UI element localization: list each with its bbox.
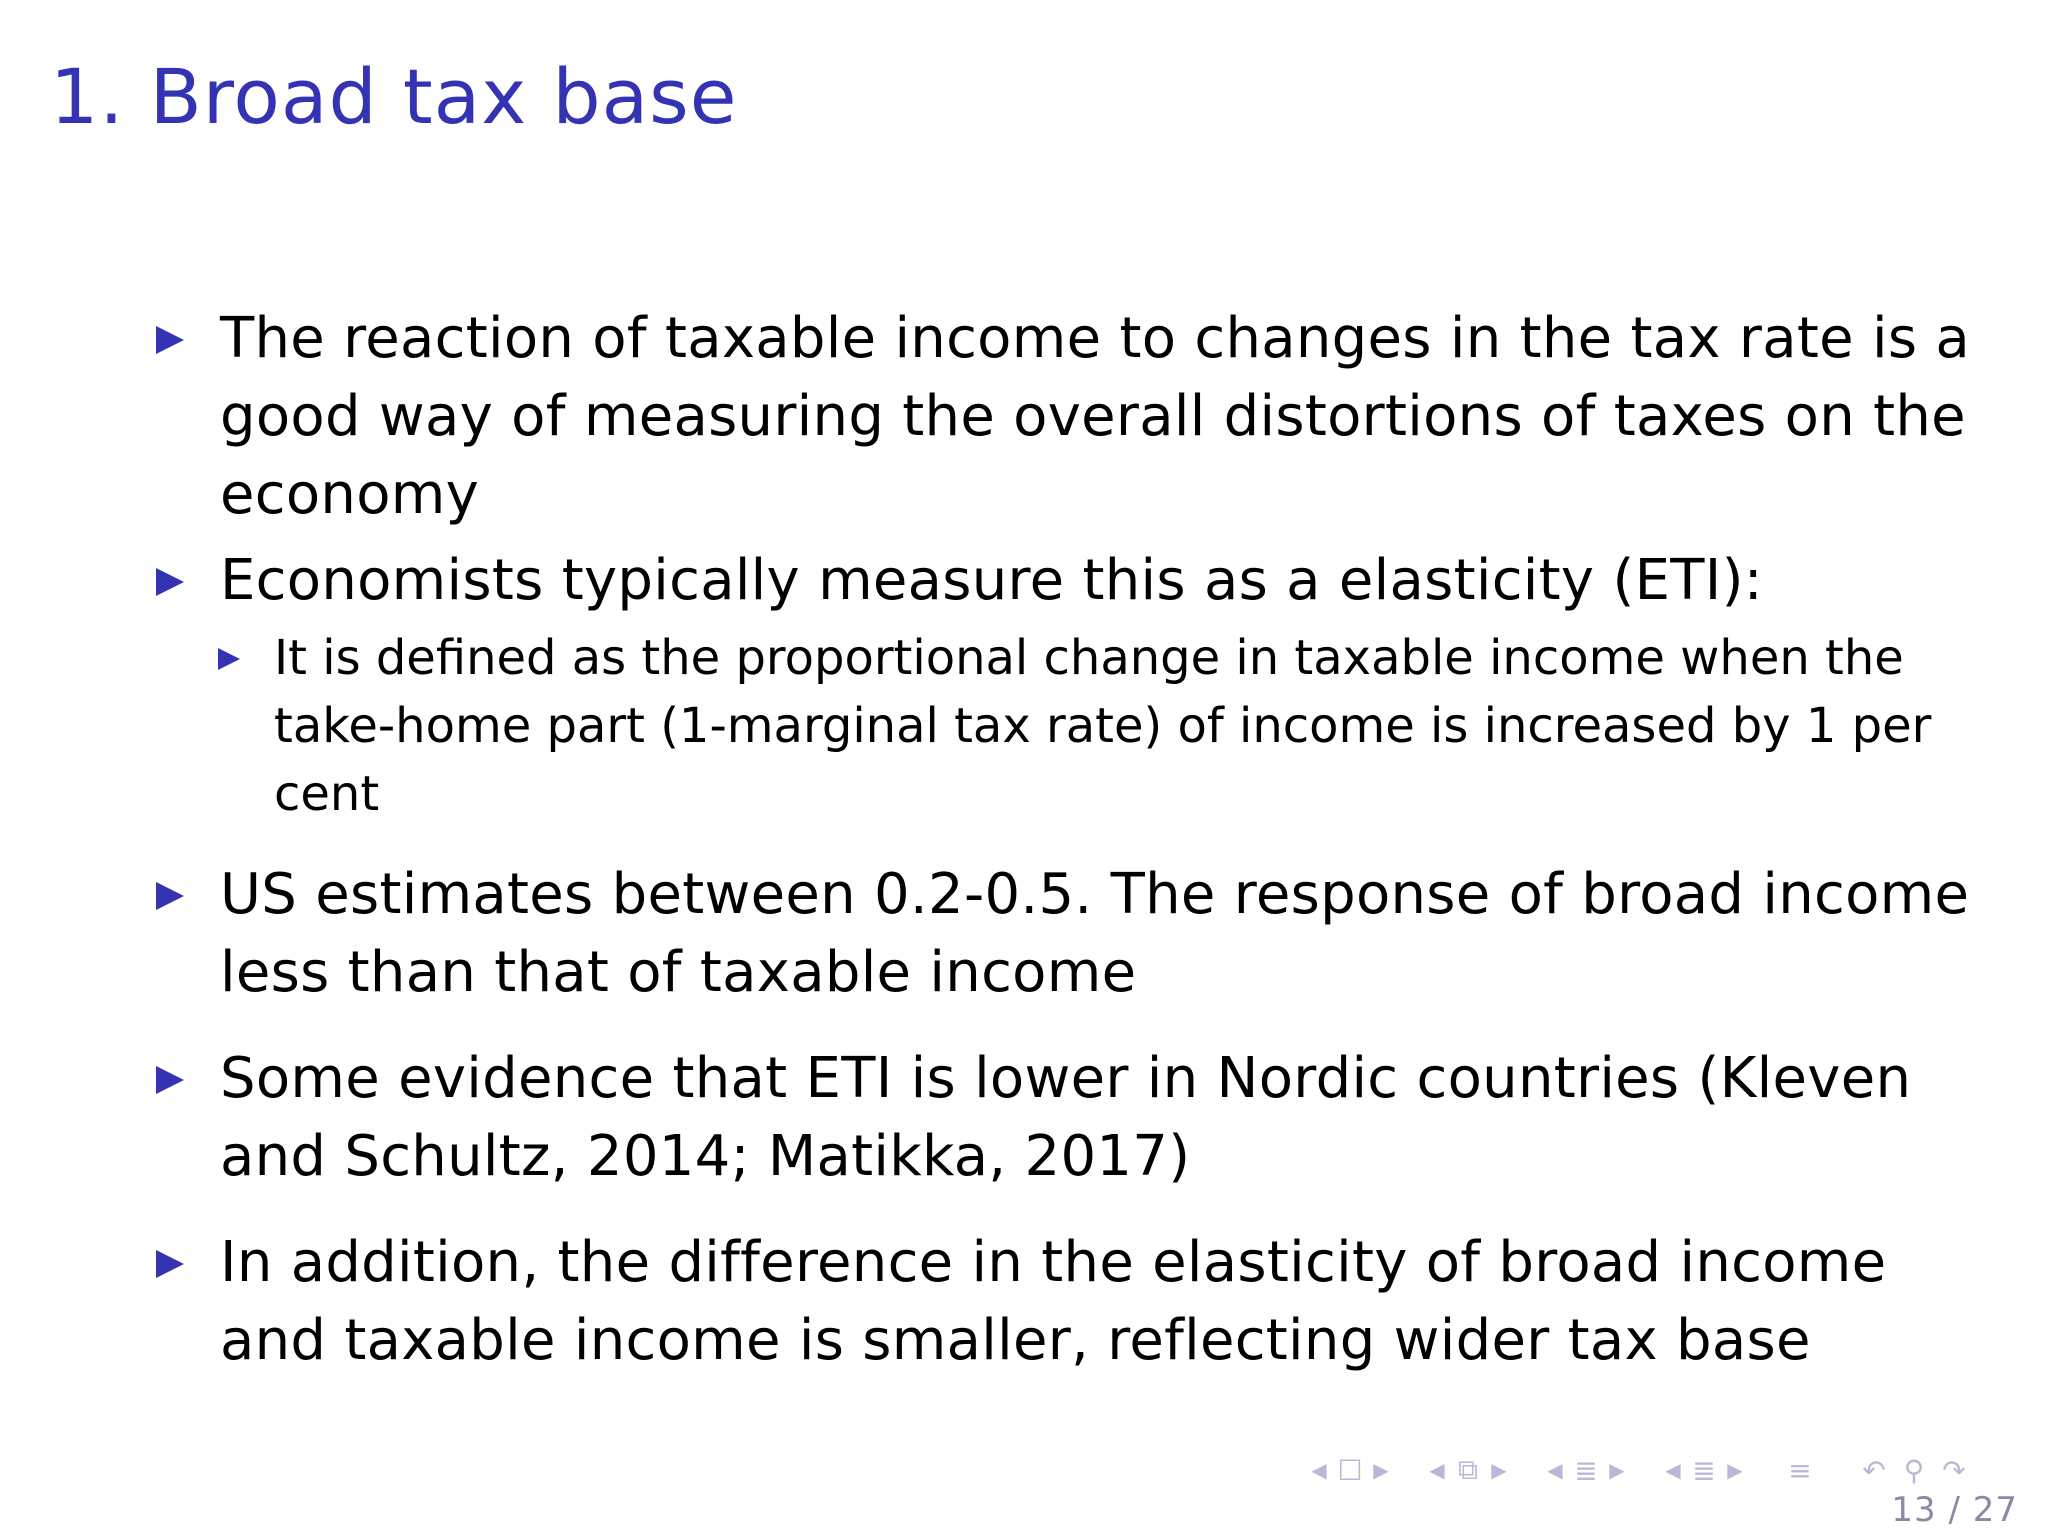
triangle-bullet-icon <box>156 568 184 596</box>
back-icon[interactable]: ↶ <box>1862 1453 1886 1487</box>
bullet-list <box>152 300 1972 1380</box>
section-next-icon[interactable]: ▶ <box>1609 1458 1625 1482</box>
sub-list-item <box>218 624 1972 828</box>
triangle-bullet-icon <box>156 326 184 354</box>
subsection-icon[interactable]: ⧉ <box>1458 1453 1478 1486</box>
triangle-bullet-icon <box>218 648 240 670</box>
section-prev-icon[interactable]: ◀ <box>1547 1458 1563 1482</box>
frame-next-icon[interactable]: ▶ <box>1373 1458 1389 1482</box>
subsection-next-icon[interactable]: ▶ <box>1491 1458 1507 1482</box>
bullet-text: US estimates between 0.2-0.5. The response of broad income less than that of taxable income <box>220 862 1970 1005</box>
appendix-icon[interactable]: ≡ <box>1788 1453 1812 1487</box>
bullet-text: In addition, the difference in the elasticity of broad income and taxable income is smaller, reflecting wider tax base <box>220 1230 1887 1373</box>
list-item <box>152 542 1972 620</box>
frame-icon[interactable]: ☐ <box>1337 1453 1363 1487</box>
search-icon[interactable]: ⚲ <box>1903 1453 1925 1487</box>
list-item <box>152 300 1972 534</box>
bullet-text: Some evidence that ETI is lower in Nordic countries (Kleven and Schultz, 2014; Matikka, 2017) <box>220 1046 1912 1189</box>
page-number: 13 / 27 <box>1891 1490 2018 1530</box>
triangle-bullet-icon <box>156 1250 184 1278</box>
list-item <box>152 856 1972 1012</box>
list-item <box>152 1040 1972 1196</box>
forward-icon[interactable]: ↷ <box>1942 1453 1966 1487</box>
sub-bullet-text: It is defined as the proportional change in taxable income when the take-home part (1-marginal tax rate) of income is increased by 1 per cent <box>274 630 1932 822</box>
slide-title: 1. Broad tax base <box>50 52 738 141</box>
frame-prev-icon[interactable]: ◀ <box>1311 1458 1327 1482</box>
subsubsection-prev-icon[interactable]: ◀ <box>1665 1458 1681 1482</box>
section-icon[interactable]: ≣ <box>1574 1453 1598 1487</box>
beamer-navigation-bar <box>1308 1450 2038 1490</box>
bullet-text: The reaction of taxable income to changes in the tax rate is a good way of measuring the overall distortions of taxes on the economy <box>220 306 1971 527</box>
triangle-bullet-icon <box>156 1066 184 1094</box>
subsection-prev-icon[interactable]: ◀ <box>1429 1458 1445 1482</box>
bullet-text: Economists typically measure this as a elasticity (ETI): <box>220 548 1763 613</box>
list-item <box>152 1224 1972 1380</box>
subsubsection-icon[interactable]: ≣ <box>1692 1453 1716 1487</box>
triangle-bullet-icon <box>156 882 184 910</box>
subsubsection-next-icon[interactable]: ▶ <box>1727 1458 1743 1482</box>
